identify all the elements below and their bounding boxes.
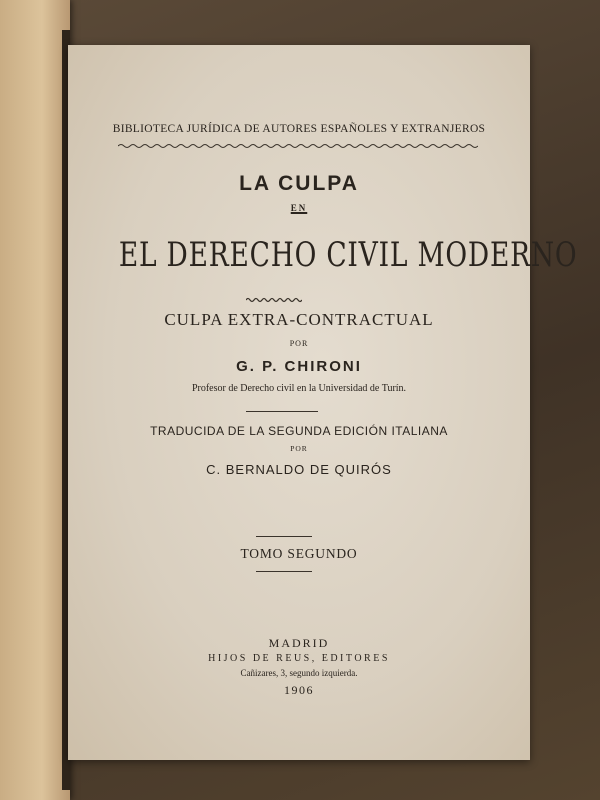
translation-note: TRADUCIDA DE LA SEGUNDA EDICIÓN ITALIANA <box>150 424 448 438</box>
divider-rule <box>246 411 318 412</box>
title-line-1: LA CULPA <box>239 172 359 195</box>
subtitle: CULPA EXTRA-CONTRACTUAL <box>164 310 434 329</box>
series-title: BIBLIOTECA JURÍDICA DE AUTORES ESPAÑOLES Y EXTRANJEROS <box>112 123 486 135</box>
author-name: G. P. CHIRONI <box>236 358 362 375</box>
volume-rule-top <box>256 536 312 537</box>
publisher-name: HIJOS DE REUS, EDITORES <box>208 653 390 664</box>
title-connector: EN <box>290 203 308 213</box>
publication-city: MADRID <box>268 636 330 650</box>
wavy-rule-ornament <box>118 143 478 149</box>
volume-label: TOMO SEGUNDO <box>240 546 358 561</box>
small-wavy-rule <box>246 297 302 303</box>
title-page <box>68 45 578 760</box>
publication-year: 1906 <box>284 683 314 697</box>
author-affiliation: Profesor de Derecho civil en la Universidad de Turín. <box>191 383 407 394</box>
volume-rule-bottom <box>256 571 312 572</box>
publisher-address: Cañizares, 3, segundo izquierda. <box>240 668 358 678</box>
by-label-translator: POR <box>290 444 308 453</box>
translator-name: C. BERNALDO DE QUIRÓS <box>206 462 392 477</box>
facing-page <box>0 0 70 800</box>
title-line-2: EL DERECHO CIVIL MODERNO <box>118 235 578 275</box>
by-label: POR <box>289 339 309 348</box>
